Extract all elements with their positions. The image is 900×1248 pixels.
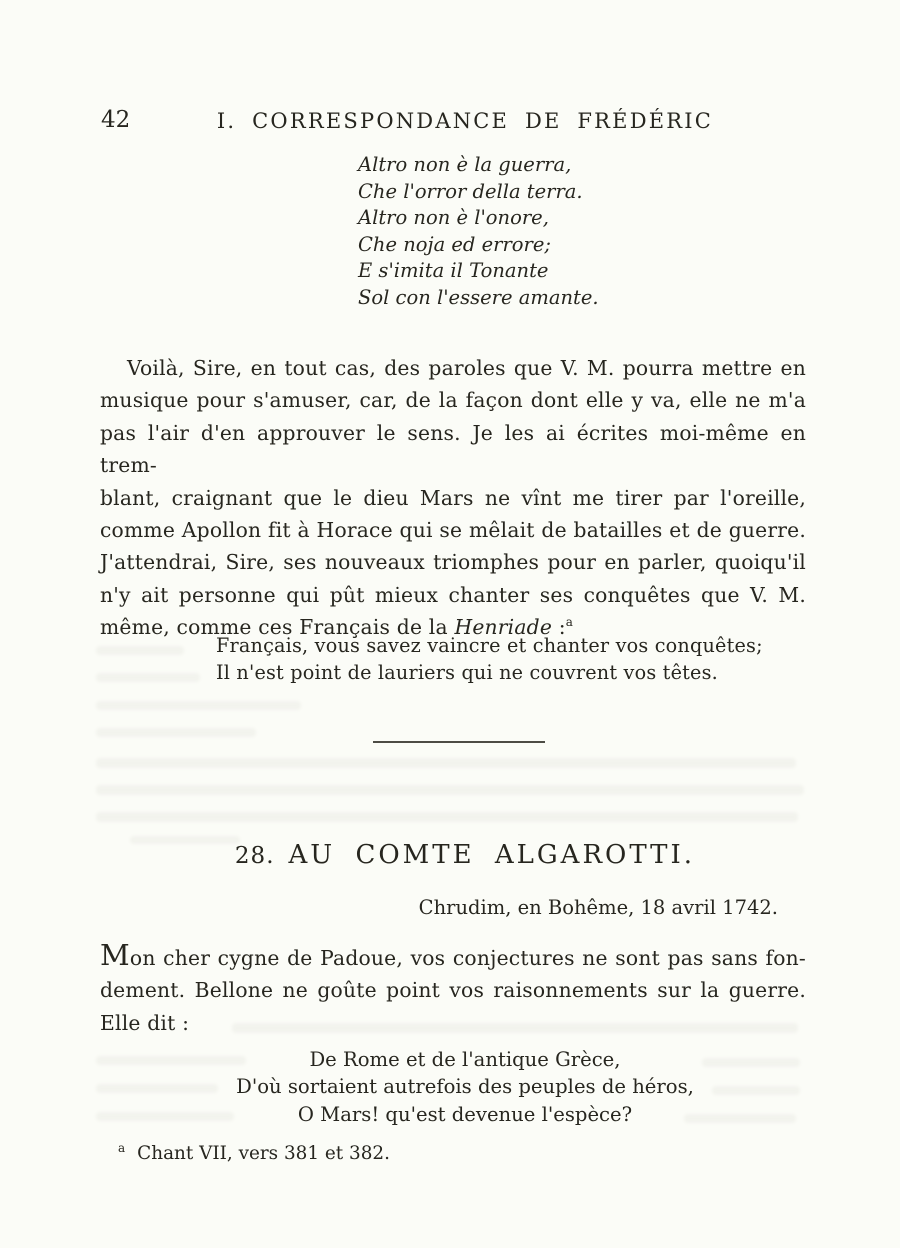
letter-number: 28.	[234, 843, 275, 869]
text-line: blant, craignant que le dieu Mars ne vînt me tirer par l'oreille,	[100, 485, 806, 510]
text-line: J'attendrai, Sire, ses nouveaux triomphes pour en parler, quoiqu'il	[100, 550, 806, 575]
verse-line: Il n'est point de lauriers qui ne couvrent vos têtes.	[216, 661, 718, 685]
verse-line: De Rome et de l'antique Grèce,	[309, 1048, 621, 1071]
bleed-through-mark	[96, 812, 798, 822]
verse-line: E s'imita il Tonante	[358, 259, 549, 283]
dateline	[100, 896, 806, 919]
body-paragraph	[100, 352, 806, 644]
italian-verse-block	[358, 152, 599, 312]
text-line: comme Apollon fit à Horace qui se mêlait de batailles et de guerre.	[100, 518, 806, 543]
footnote-text: Chant VII, vers 381 et 382.	[137, 1143, 390, 1164]
initial-capital: M	[100, 938, 130, 972]
verse-line: Altro non è l'onore,	[358, 206, 549, 230]
section-divider-rule	[373, 741, 545, 743]
text-line: musique pour s'amuser, car, de la façon dont elle y va, elle ne m'a	[100, 388, 806, 413]
verse-line: Che noja ed errore;	[358, 232, 551, 256]
text-fragment: on cher cygne de Padoue, vos conjectures ne sont pas sans fon-	[129, 946, 806, 970]
bleed-through-mark	[96, 728, 256, 737]
text-line	[100, 938, 806, 974]
dateline-text: Chrudim, en Bohême, 18 avril 1742.	[418, 896, 778, 919]
verse-line: Altro non è la guerra,	[358, 153, 572, 176]
running-head: I. CORRESPONDANCE DE FRÉDÉRIC	[216, 109, 714, 133]
text-line: dement. Bellone ne goûte point vos raisonnements sur la guerre.	[100, 978, 806, 1003]
bleed-through-mark	[96, 758, 796, 768]
french-couplet-block	[216, 632, 763, 687]
bleed-through-mark	[96, 646, 184, 655]
verse-line: O Mars! qu'est devenue l'espèce?	[297, 1102, 633, 1126]
text-fragment: :	[552, 615, 566, 640]
page-number: 42	[101, 107, 131, 133]
verse-line: Français, vous savez vaincre et chanter vos conquêtes;	[216, 634, 763, 657]
body-paragraph	[100, 938, 806, 1039]
footnote-marker: a	[118, 1140, 126, 1155]
text-line: Elle dit :	[100, 1010, 190, 1035]
bleed-through-mark	[96, 701, 301, 710]
text-line: pas l'air d'en approuver le sens. Je les ai écrites moi-même en trem-	[100, 420, 806, 478]
bleed-through-mark	[96, 673, 200, 682]
verse-line: Sol con l'essere amante.	[358, 285, 599, 309]
bleed-through-mark	[96, 785, 804, 795]
footnote	[118, 1140, 390, 1164]
verse-line: D'où sortaient autrefois des peuples de héros,	[236, 1075, 694, 1099]
verse-line: Che l'orror della terra.	[358, 179, 583, 203]
letter-title: AU COMTE ALGAROTTI.	[288, 840, 696, 870]
text-fragment: même, comme ces Français de la	[100, 615, 455, 640]
centered-verse-block	[115, 1046, 815, 1128]
text-line: n'y ait personne qui pût mieux chanter ses conquêtes que V. M.	[100, 582, 806, 607]
work-title: Henriade	[454, 615, 553, 640]
text-line: Voilà, Sire, en tout cas, des paroles que V. M. pourra mettre en	[127, 356, 806, 380]
footnote-ref: a	[565, 615, 574, 630]
letter-heading	[115, 840, 815, 870]
